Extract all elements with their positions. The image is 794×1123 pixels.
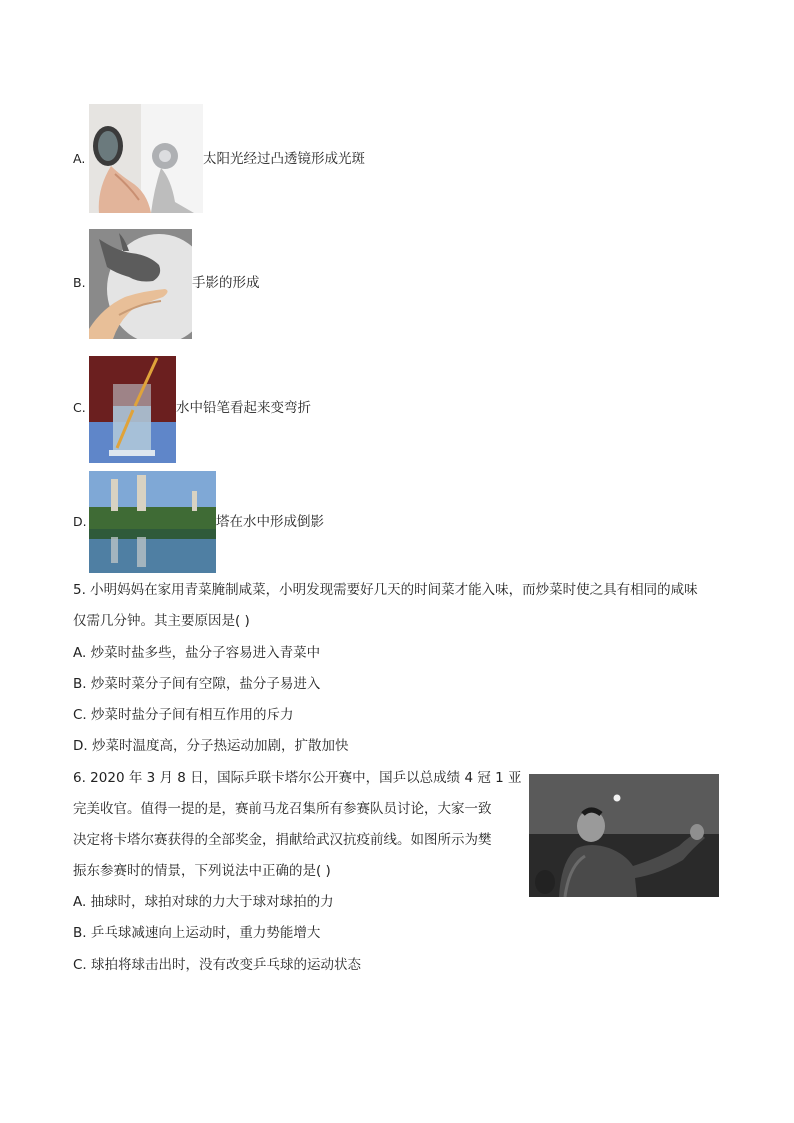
option-d-letter: D. [73, 514, 87, 529]
option-b-caption: 手影的形成 [192, 275, 260, 291]
pencil-in-water-image [89, 356, 176, 463]
q5-option-d: D. 炒菜时温度高，分子热运动加剧，扩散加快 [73, 738, 349, 754]
hand-shadow-image [89, 229, 192, 339]
option-c-caption: 水中铅笔看起来变弯折 [176, 400, 311, 416]
q6-stem-line2: 完美收官。值得一提的是，赛前马龙召集所有参赛队员讨论，大家一致 [73, 801, 492, 817]
q5-option-a: A. 炒菜时盐多些，盐分子容易进入青菜中 [73, 645, 321, 661]
option-d-caption: 塔在水中形成倒影 [216, 514, 324, 530]
table-tennis-player-image [529, 774, 719, 897]
q6-stem-line1: 6. 2020 年 3 月 8 日，国际乒联卡塔尔公开赛中，国乒以总成绩 4 冠 1 亚 [73, 770, 522, 786]
option-a-caption: 太阳光经过凸透镜形成光斑 [203, 151, 365, 167]
option-c-letter: C. [73, 400, 86, 415]
option-b-letter: B. [73, 275, 86, 290]
magnifier-sunlight-image [89, 104, 203, 213]
q6-option-b: B. 乒乓球减速向上运动时，重力势能增大 [73, 925, 321, 941]
q5-option-c: C. 炒菜时盐分子间有相互作用的斥力 [73, 707, 294, 723]
q5-stem-line2: 仅需几分钟。其主要原因是( ) [73, 613, 250, 629]
q5-stem-line1: 5. 小明妈妈在家用青菜腌制咸菜，小明发现需要好几天的时间菜才能入味，而炒菜时使之具有相同的咸味 [73, 582, 698, 598]
q6-option-a: A. 抽球时，球拍对球的力大于球对球拍的力 [73, 894, 334, 910]
q6-option-c: C. 球拍将球击出时，没有改变乒乓球的运动状态 [73, 957, 362, 973]
option-a-letter: A. [73, 151, 86, 166]
pagoda-reflection-image [89, 471, 216, 573]
q6-stem-line3: 决定将卡塔尔赛获得的全部奖金，捐献给武汉抗疫前线。如图所示为樊 [73, 832, 492, 848]
q5-option-b: B. 炒菜时菜分子间有空隙，盐分子易进入 [73, 676, 321, 692]
q6-stem-line4: 振东参赛时的情景，下列说法中正确的是( ) [73, 863, 331, 879]
